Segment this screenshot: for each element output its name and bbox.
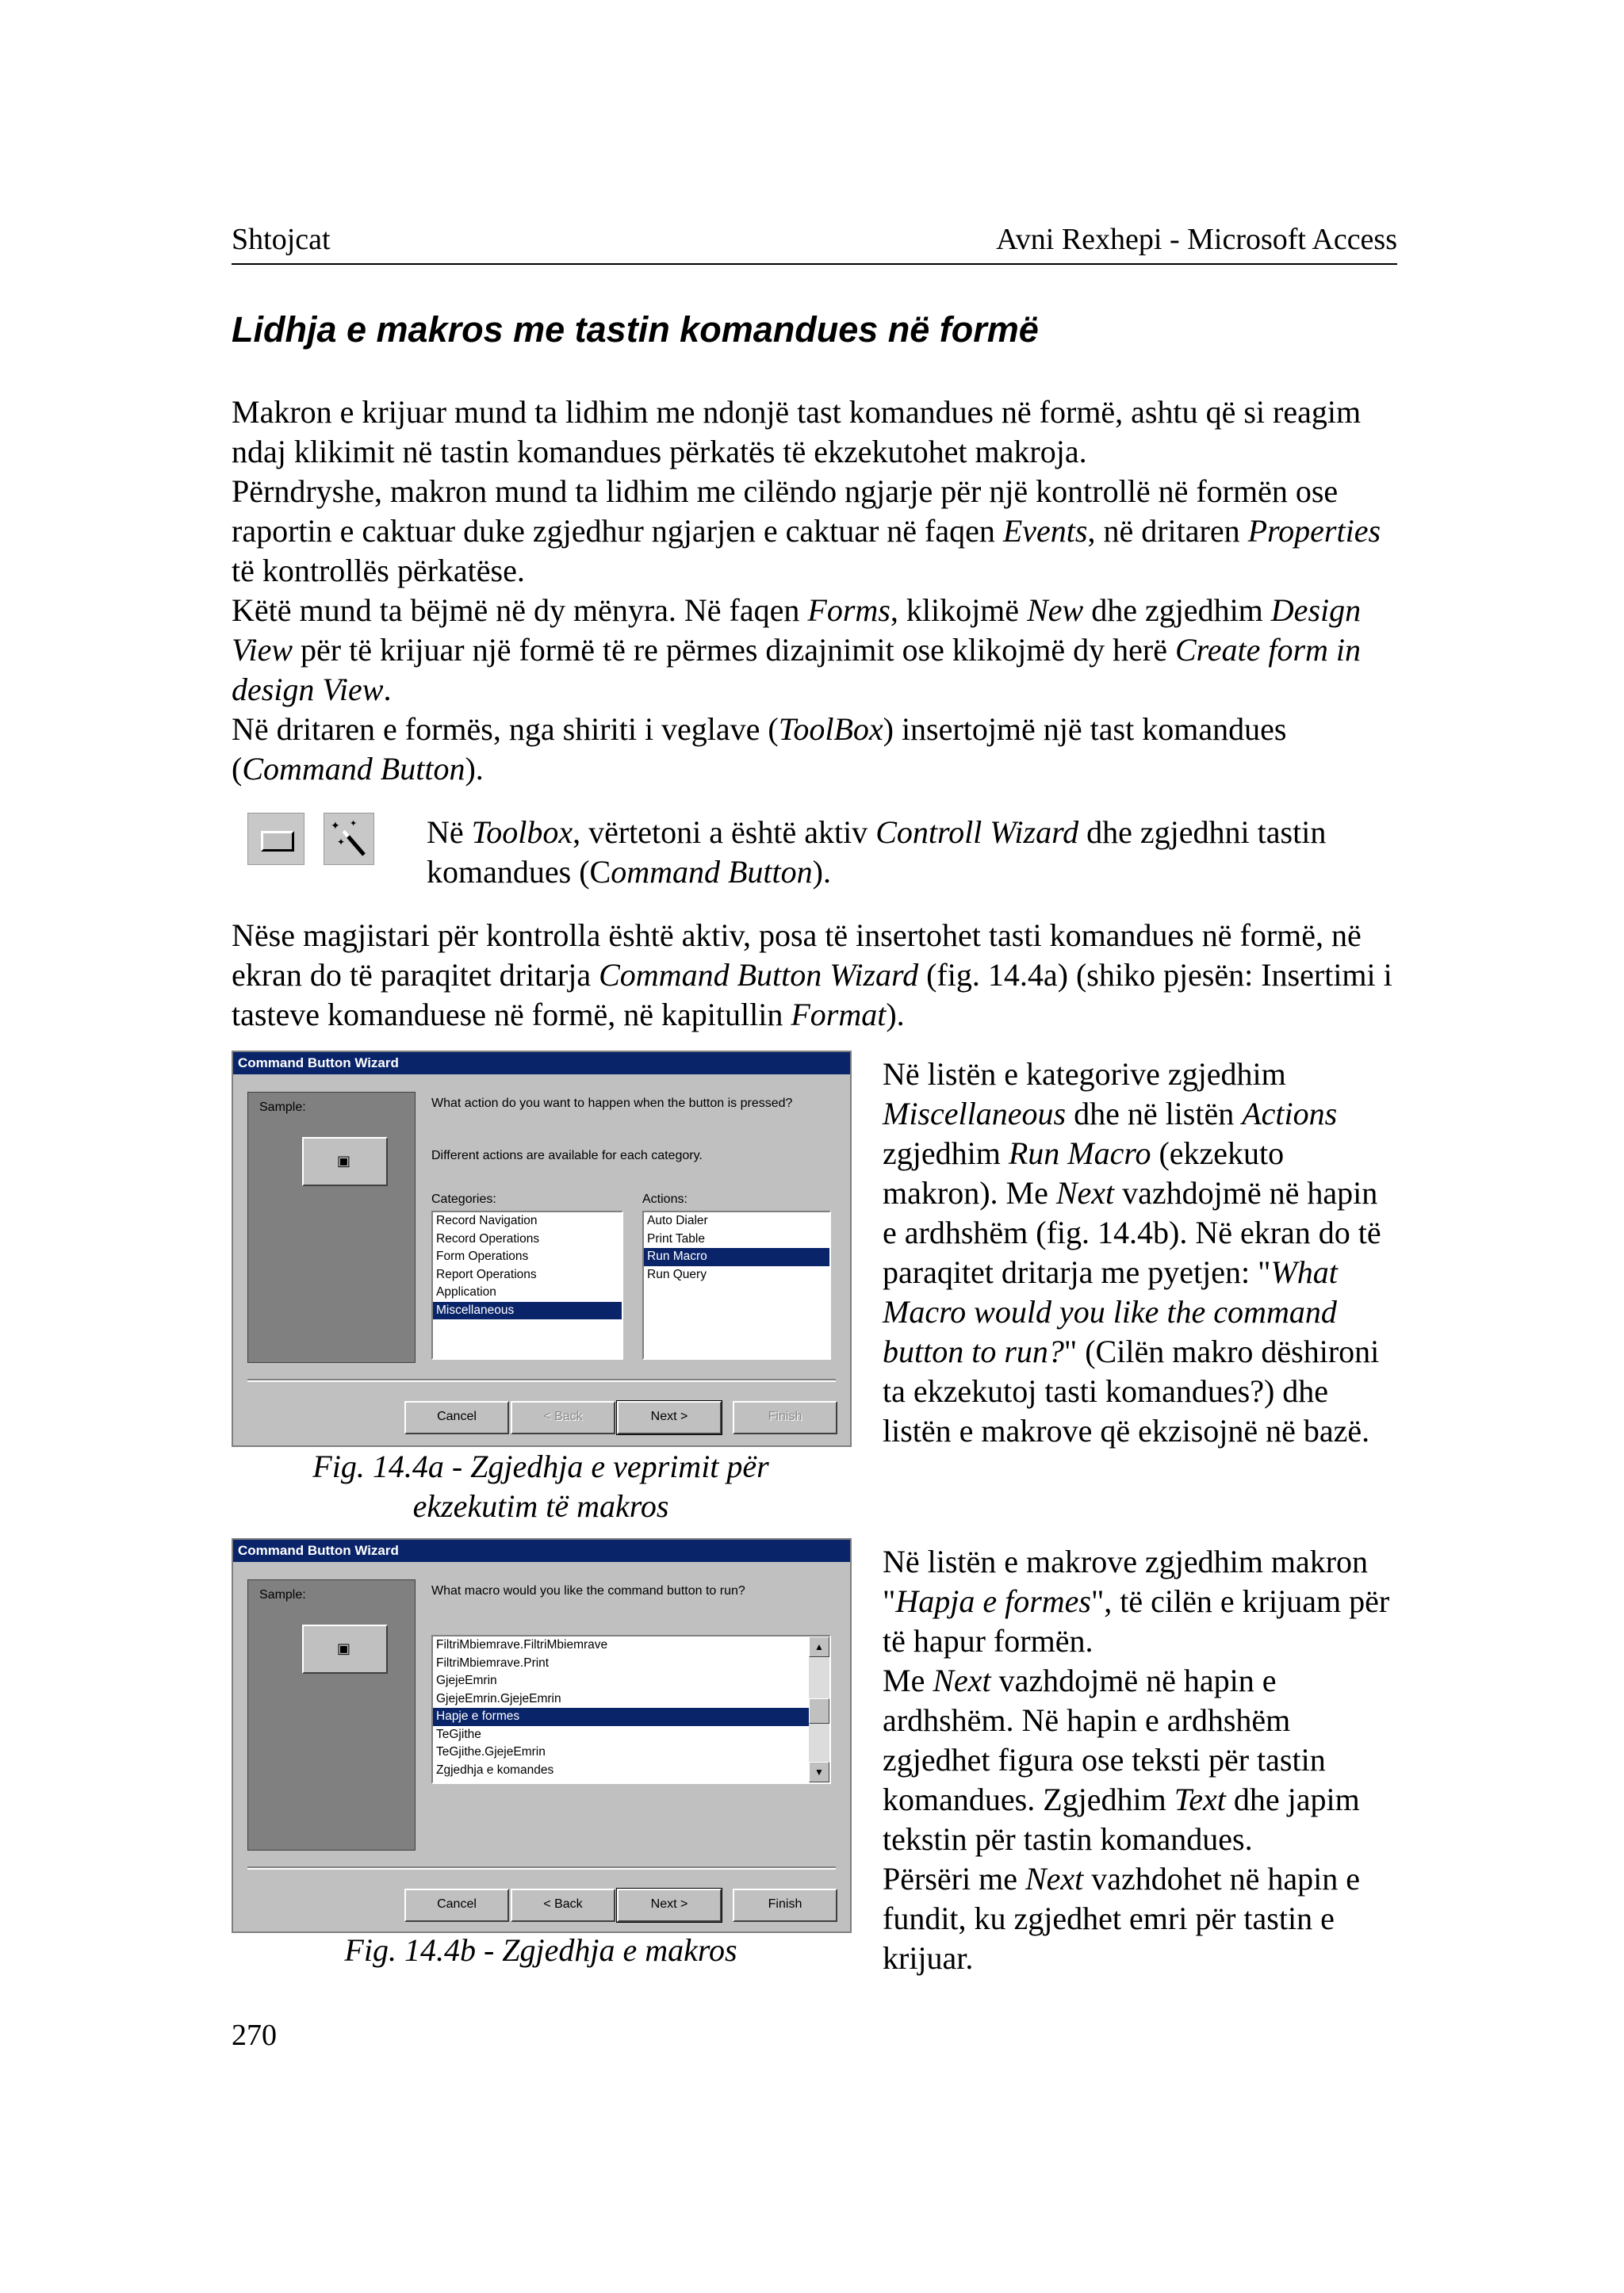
command-button-icon bbox=[247, 813, 304, 865]
category-list-item[interactable]: Record Operations bbox=[436, 1231, 540, 1246]
finish-button[interactable]: Finish bbox=[733, 1401, 837, 1434]
category-list-item[interactable]: Application bbox=[436, 1285, 496, 1299]
sample-button-preview bbox=[302, 1137, 388, 1186]
macro-list-item[interactable]: FiltriMbiemrave.FiltriMbiemrave bbox=[436, 1638, 608, 1652]
category-list-item[interactable]: Miscellaneous bbox=[433, 1302, 622, 1320]
categories-label: Categories: bbox=[431, 1192, 496, 1206]
macro-list-item[interactable]: FiltriMbiemrave.Print bbox=[436, 1656, 550, 1670]
wizard-intro-paragraph: Nëse magjistari për kontrolla është aktiv, posa të insertohet tasti komandues në formë, në ekran do të paraqitet dritarja Command Button Wizard (fig. 14.4a) (shiko pjesën: Insertimi i tasteve komanduese në formë, në kapitullin Format). bbox=[232, 917, 1392, 1032]
intro-paragraph-2: Përndryshe, makron mund ta lidhim me cilëndo ngjarje për një kontrollë në formën ose raportin e caktuar duke zgjedhur ngjarjen e caktuar në faqen Events, në dritaren Properties të kontrollës përkatëse. bbox=[232, 473, 1381, 588]
finish-button[interactable]: Finish bbox=[733, 1889, 837, 1922]
wizard-screenshot-actions bbox=[232, 1051, 852, 1447]
macro-list-item[interactable]: GjejeEmrin.GjejeEmrin bbox=[436, 1691, 561, 1705]
control-wizard-icon bbox=[324, 813, 374, 865]
category-list-item[interactable]: Record Navigation bbox=[436, 1214, 538, 1227]
actions-list[interactable] bbox=[642, 1211, 831, 1360]
wizard-info: Different actions are available for each category. bbox=[431, 1149, 703, 1162]
side-text-1: Në listën e kategorive zgjedhim Miscellaneous dhe në listën Actions zgjedhim Run Macro (ekzekuto makron). Me Next vazhdojmë në hapin e ardhshëm (fig. 14.4b). Në ekran do të paraqitet dritarja me pyetjen: "What Macro would you like the command button to run?" (Cilën makro dëshironi ta ekzekutoj tasti komandues?) dhe listën e makrove që ekzisojnë në bazë. bbox=[883, 1056, 1381, 1449]
macro-list-item[interactable]: Zgjedhja e komandes bbox=[436, 1763, 554, 1777]
categories-list[interactable] bbox=[431, 1211, 623, 1360]
next-button[interactable]: Next > bbox=[617, 1889, 722, 1922]
next-button[interactable]: Next > bbox=[617, 1401, 722, 1434]
section-heading: Lidhja e makros me tastin komandues në formë bbox=[232, 309, 1039, 350]
sample-panel bbox=[247, 1579, 416, 1851]
wizard-screenshot-macros bbox=[232, 1538, 852, 1933]
intro-paragraph-3: Këtë mund ta bëjmë në dy mënyra. Në faqen Forms, klikojmë New dhe zgjedhim Design View për të krijuar një formë të re përmes dizajnimit ose klikojmë dy herë Create form in design View. bbox=[232, 592, 1362, 707]
action-list-item[interactable]: Run Query bbox=[647, 1267, 707, 1281]
sample-button-preview bbox=[302, 1625, 388, 1674]
cancel-button[interactable]: Cancel bbox=[404, 1889, 509, 1922]
svg-text:✦: ✦ bbox=[337, 836, 346, 848]
intro-text bbox=[232, 392, 1397, 789]
macro-list-item[interactable]: GjejeEmrin bbox=[436, 1674, 497, 1687]
figure-caption-2: Fig. 14.4b - Zgjedhja e makros bbox=[344, 1932, 737, 1968]
sample-label: Sample: bbox=[259, 1101, 306, 1114]
action-list-item[interactable]: Print Table bbox=[647, 1231, 705, 1246]
macro-icon: ▣ bbox=[337, 1640, 351, 1656]
macro-list-item[interactable]: TeGjithe.GjejeEmrin bbox=[436, 1745, 546, 1759]
toolbox-note: Në Toolbox, vërtetoni a është aktiv Controll Wizard dhe zgjedhni tastin komandues (Command Button). bbox=[427, 814, 1327, 890]
running-header bbox=[232, 222, 1397, 265]
svg-text:✦: ✦ bbox=[350, 819, 358, 829]
sample-panel bbox=[247, 1092, 416, 1363]
page-number: 270 bbox=[232, 2019, 277, 2052]
back-button[interactable]: < Back bbox=[511, 1401, 615, 1434]
wizard-separator bbox=[247, 1379, 836, 1382]
wizard-titlebar: Command Button Wizard bbox=[233, 1052, 850, 1074]
side-text-2: Në listën e makrove zgjedhim makron "Hapja e formes", të cilën e krijuam për të hapur formën. Me Next vazhdojmë në hapin e ardhshëm. Në hapin e ardhshëm zgjedhet figura ose teksti për tastin komandues. Zgjedhim Text dhe japim tekstin për tastin komandues. Përsëri me Next vazhdohet në hapin e fundit, ku zgjedhet emri për tastin e krijuar. bbox=[883, 1544, 1390, 1976]
back-button[interactable]: < Back bbox=[511, 1889, 615, 1922]
intro-paragraph-4: Në dritaren e formës, nga shiriti i veglave (ToolBox) insertojmë një tast komandues (Command Button). bbox=[232, 711, 1287, 787]
wizard-question: What action do you want to happen when the button is pressed? bbox=[431, 1097, 793, 1110]
macros-list[interactable] bbox=[431, 1635, 831, 1784]
scroll-down-icon[interactable]: ▼ bbox=[809, 1762, 829, 1782]
wizard-titlebar: Command Button Wizard bbox=[233, 1540, 850, 1562]
header-section-title: Shtojcat bbox=[232, 223, 331, 256]
figure-caption-1: Fig. 14.4a - Zgjedhja e veprimit për ekzekutim të makros bbox=[312, 1449, 769, 1524]
category-list-item[interactable]: Form Operations bbox=[436, 1250, 529, 1263]
scroll-up-icon[interactable]: ▲ bbox=[809, 1636, 829, 1657]
list-scrollbar[interactable] bbox=[809, 1636, 829, 1782]
svg-text:✦: ✦ bbox=[331, 821, 340, 833]
action-list-item[interactable]: Auto Dialer bbox=[647, 1214, 708, 1227]
macro-icon: ▣ bbox=[337, 1153, 351, 1169]
wizard-separator bbox=[247, 1866, 836, 1870]
intro-paragraph-1: Makron e krijuar mund ta lidhim me ndonjë tast komandues në formë, ashtu që si reagim ndaj klikimit në tastin komandues përkatës të ekzekutohet makroja. bbox=[232, 394, 1362, 469]
wizard-question: What macro would you like the command button to run? bbox=[431, 1584, 745, 1598]
macro-list-item[interactable]: Hapje e formes bbox=[433, 1708, 809, 1726]
sample-label: Sample: bbox=[259, 1588, 306, 1602]
macro-list-item[interactable]: TeGjithe bbox=[436, 1727, 481, 1741]
scroll-thumb[interactable] bbox=[809, 1698, 829, 1724]
action-list-item[interactable]: Run Macro bbox=[644, 1248, 829, 1266]
header-book-title: Avni Rexhepi - Microsoft Access bbox=[996, 223, 1397, 256]
actions-label: Actions: bbox=[642, 1192, 688, 1206]
category-list-item[interactable]: Report Operations bbox=[436, 1267, 537, 1281]
cancel-button[interactable]: Cancel bbox=[404, 1401, 509, 1434]
